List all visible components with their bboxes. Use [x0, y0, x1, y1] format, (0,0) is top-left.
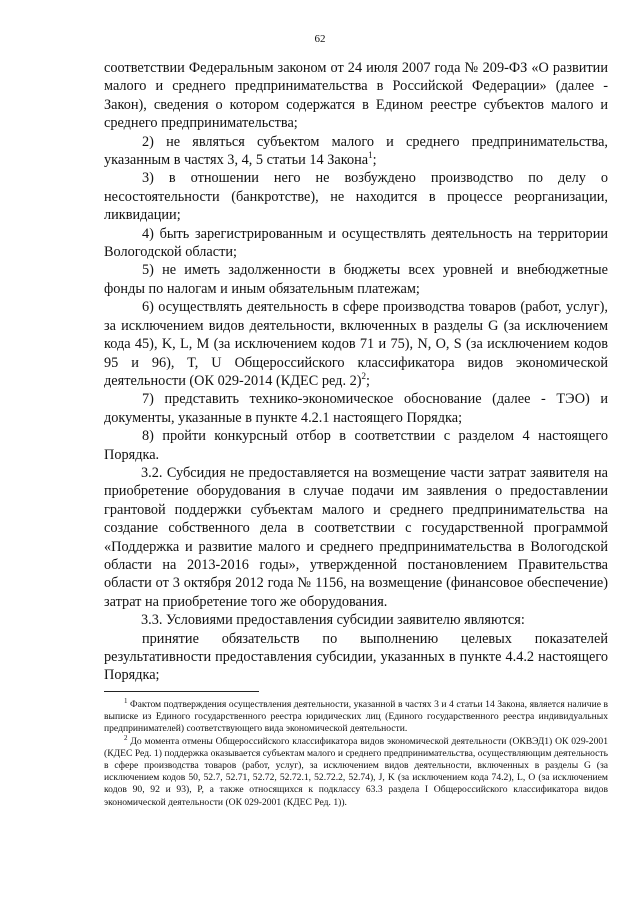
footnote-divider	[104, 691, 259, 692]
paragraph-item-8: 8) пройти конкурсный отбор в соответствии с разделом 4 настоящего Порядка.	[104, 428, 608, 463]
page-number: 62	[314, 33, 326, 45]
main-text	[104, 59, 608, 685]
paragraph-item-5: 5) не иметь задолженности в бюджеты всех уровней и внебюджетные фонды по налогам и иным обязательным платежам;	[104, 262, 608, 297]
footnote-1: $^1$ Фактом подтверждения осуществления деятельности, указанной в частях 3 и 4 статьи 14 Закона, является наличие в выписке из Единого государственного реестра юридических лиц (Единого государственного реестра индивидуальных предпринимателей) соответствующего вида экономической деятельности.	[104, 696, 608, 735]
paragraph-section-3-2: 3.2. Субсидия не предоставляется на возмещение части затрат заявителя на приобретение оборудования в случае подачи им заявления о предоставлении грантовой поддержки субъектам малого и среднего предпринимательства на создание собственного дела в соответствии с государственной программой «Поддержка и развитие малого и среднего предпринимательства в Вологодской области на 2013-2016 годы», утвержденной постановлением Правительства области от 3 октября 2012 года № 1156, на возмещение (финансовое обеспечение) затрат на приобретение того же оборудования.	[104, 464, 608, 610]
paragraph-item-2: 2) не являться субъектом малого и среднего предпринимательства, указанным в частях 3, 4, 5 статьи 14 Закона$^1$;	[104, 133, 608, 169]
paragraph-condition: принятие обязательств по выполнению целевых показателей результативности предоставления субсидии, указанных в пункте 4.4.2 настоящего Порядка;	[104, 630, 608, 684]
paragraph-continuation: соответствии Федеральным законом от 24 июля 2007 года № 209-ФЗ «О развитии малого и среднего предпринимательства в Российской Федерации» (далее - Закон), сведения о котором содержатся в Едином реестре субъектов малого и среднего предпринимательства;	[104, 60, 608, 132]
paragraph-item-3: 3) в отношении него не возбуждено производство по делу о несостоятельности (банкротстве), не находится в процессе реорганизации, ликвидации;	[104, 170, 608, 224]
paragraph-item-4: 4) быть зарегистрированным и осуществлять деятельность на территории Вологодской области;	[104, 225, 608, 261]
footnote-2: $^2$ До момента отмены Общероссийского классификатора видов экономической деятельности (ОКВЭД1) ОК 029-2001 (КДЕС Ред. 1) поддержка оказывается субъектам малого и среднего предпринимательства, осуществляющим деятельность в сфере производства товаров (работ, услуг), за исключением видов деятельности, включенных в разделы G (за исключением кодов 50, 52.7, 52.71, 52.72, 52.72.1, 52.72.2, 52.74), J, K (за исключением кода 74.2), L, O (за исключением кодов 90, 92 и 93), P, а также относящихся к подклассу 63.3 раздела I Общероссийского классификатора видов экономической деятельности (ОК 029-2001 (КДЕС Ред. 1)).	[104, 733, 608, 808]
paragraph-item-6: 6) осуществлять деятельность в сфере производства товаров (работ, услуг), за исключением видов деятельности, включенных в разделы G (за исключением кода 45), K, L, M (за исключением кодов 71 и 75), N, O, S (за исключением кодов 95 и 96), T, U Общероссийского классификатора видов экономической деятельности (ОК 029-2014 (КДЕС ред. 2)$^2$;	[104, 299, 608, 389]
footnote-ref-1[interactable]: 1	[368, 150, 373, 161]
paragraph-item-7: 7) представить технико-экономическое обоснование (далее - ТЭО) и документы, указанные в пункте 4.2.1 настоящего Порядка;	[104, 391, 608, 426]
footnotes	[104, 696, 608, 809]
footnote-ref-2[interactable]: 2	[361, 371, 367, 382]
paragraph-section-3-3: 3.3. Условиями предоставления субсидии заявителю являются:	[141, 612, 525, 629]
